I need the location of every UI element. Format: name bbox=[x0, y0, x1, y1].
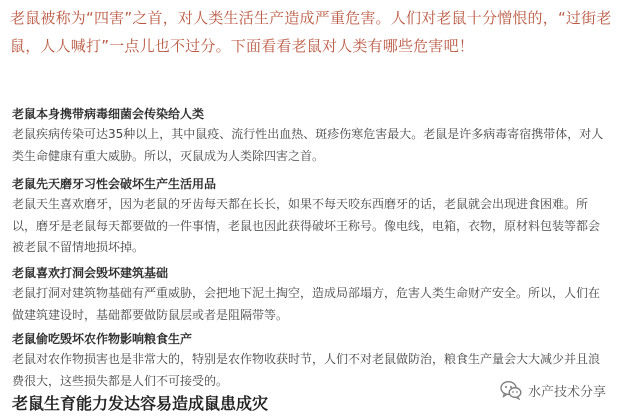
section-title: 老鼠本身携带病毒细菌会传染给人类 bbox=[12, 107, 205, 121]
watermark bbox=[496, 379, 610, 401]
section-title: 老鼠先天磨牙习性会破坏生产生活用品 bbox=[12, 177, 217, 191]
section-teeth-grinding bbox=[12, 175, 608, 259]
section-body: 老鼠疾病传染可达35种以上，其中鼠疫、流行性出血热、斑疹伤寒危害最大。老鼠是许多病毒寄宿携带体，对人类生命健康有重大威胁。所以，灭鼠成为人类除四害之首。 bbox=[12, 127, 604, 163]
watermark-text: 水产技术分享 bbox=[527, 384, 606, 400]
section-title: 老鼠喜欢打洞会毁坏建筑基础 bbox=[12, 266, 169, 280]
section-body: 老鼠天生喜欢磨牙，因为老鼠的牙齿每天都在长长，如果不每天咬东西磨牙的话，老鼠就会出现进食困难。所以，磨牙是老鼠每天都要做的一件事情，老鼠也因此获得破坏王称号。像电线，电箱，衣物，原材料包装等都会被老鼠不留情地损坏掉。 bbox=[12, 197, 601, 254]
section-title: 老鼠偷吃毁坏农作物影响粮食生产 bbox=[12, 332, 193, 346]
next-section-heading: 老鼠生育能力发达容易造成鼠患成灾 bbox=[12, 394, 269, 413]
section-body: 老鼠打洞对建筑物基础有严重威胁，会把地下泥土掏空，造成局部塌方，危害人类生命财产安全。所以，人们在做建筑建设时，基础都要做防鼠层或者是阻隔带等。 bbox=[12, 286, 601, 322]
section-body: 老鼠对农作物损害也是非常大的，特别是农作物收获时节，人们不对老鼠做防治，粮食生产量会大大减少并且浪费很大，这些损失都是人们不可接受的。 bbox=[12, 352, 601, 388]
wechat-icon bbox=[500, 380, 522, 400]
section-disease bbox=[12, 105, 608, 167]
intro-paragraph: 老鼠被称为“四害”之首，对人类生活生产造成严重危害。人们对老鼠十分憎恨的，“过街老鼠，人人喊打”一点儿也不过分。下面看看老鼠对人类有哪些危害吧！ bbox=[10, 9, 612, 55]
section-burrowing bbox=[12, 264, 608, 326]
